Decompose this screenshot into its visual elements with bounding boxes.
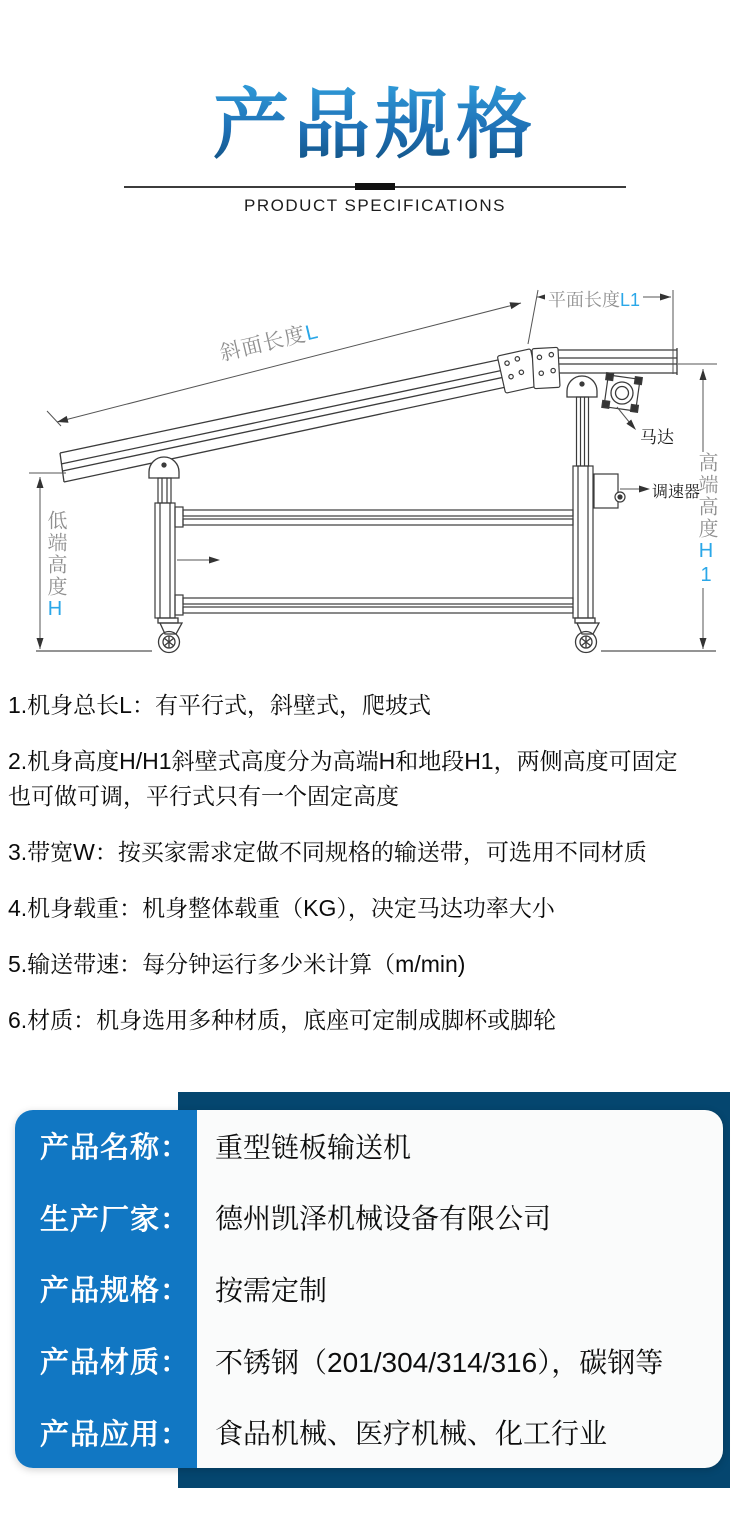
high-end-height-label: 高端高度H1 (692, 452, 721, 588)
table-row (15, 1110, 723, 1182)
speed-controller (594, 474, 625, 508)
spec-item-2: 2.机身高度H/H1斜壁式高度分为高端H和地段H1，两侧高度可固定也可做可调，平行式只有一个固定高度 (8, 747, 678, 809)
conveyor-diagram (0, 260, 750, 680)
flat-length-label: 平面长度L1 (545, 286, 643, 312)
row-value-product-name: 重型链板输送机 (215, 1131, 412, 1163)
row-value-material: 不锈钢（201/304/314/316），碳钢等 (215, 1346, 664, 1378)
page-subtitle: PRODUCT SPECIFICATIONS (244, 196, 506, 215)
spec-item-3: 3.带宽W：按买家需求定做不同规格的输送带，可选用不同材质 (8, 838, 647, 865)
incline-length-variable: L (303, 319, 321, 346)
row-label-manufacturer: 生产厂家： (15, 1182, 197, 1254)
row-label-spec: 产品规格： (15, 1253, 197, 1325)
incline-length-label: 斜面长度L (217, 319, 321, 366)
row-value-spec: 按需定制 (215, 1274, 328, 1306)
row-value-manufacturer: 德州凯泽机械设备有限公司 (215, 1203, 552, 1235)
arrowheads (37, 294, 707, 650)
title-divider (124, 186, 626, 188)
divider-center-dash (355, 183, 395, 190)
bearing-mounts (149, 376, 597, 478)
spec-item-5: 5.输送带速：每分钟运行多少米计算（m/min) (8, 950, 466, 977)
junction-plates (497, 347, 560, 393)
spec-item-4: 4.机身载重：机身整体载重（KG），决定马达功率大小 (8, 894, 555, 921)
product-info-table (15, 1110, 723, 1468)
spec-list (8, 688, 698, 1059)
motor (602, 373, 643, 413)
table-row (15, 1325, 723, 1397)
row-label-material: 产品材质： (15, 1325, 197, 1397)
cross-braces (175, 507, 573, 615)
spec-item-6: 6.材质：机身选用多种材质，底座可定制成脚杯或脚轮 (8, 1006, 557, 1033)
dimension-lines (29, 290, 717, 649)
row-label-application: 产品应用： (15, 1396, 197, 1468)
motor-label: 马达 (640, 428, 674, 447)
row-value-application: 食品机械、医疗机械、化工行业 (215, 1418, 608, 1450)
low-end-height-variable: H (44, 598, 66, 622)
conveyor-line-art (0, 260, 750, 680)
table-row (15, 1253, 723, 1325)
spec-item-1: 1.机身总长L：有平行式，斜壁式，爬坡式 (8, 692, 431, 718)
low-end-height-label: 低端高度H (44, 510, 66, 622)
table-row (15, 1182, 723, 1254)
speed-controller-label: 调速器 (652, 484, 701, 501)
flat-length-variable: L1 (620, 290, 641, 310)
row-label-product-name: 产品名称： (15, 1110, 197, 1182)
casters (158, 618, 599, 653)
high-end-height-variable: H1 (695, 540, 717, 588)
table-row (15, 1396, 723, 1468)
page-title: 产品规格 (0, 84, 750, 168)
